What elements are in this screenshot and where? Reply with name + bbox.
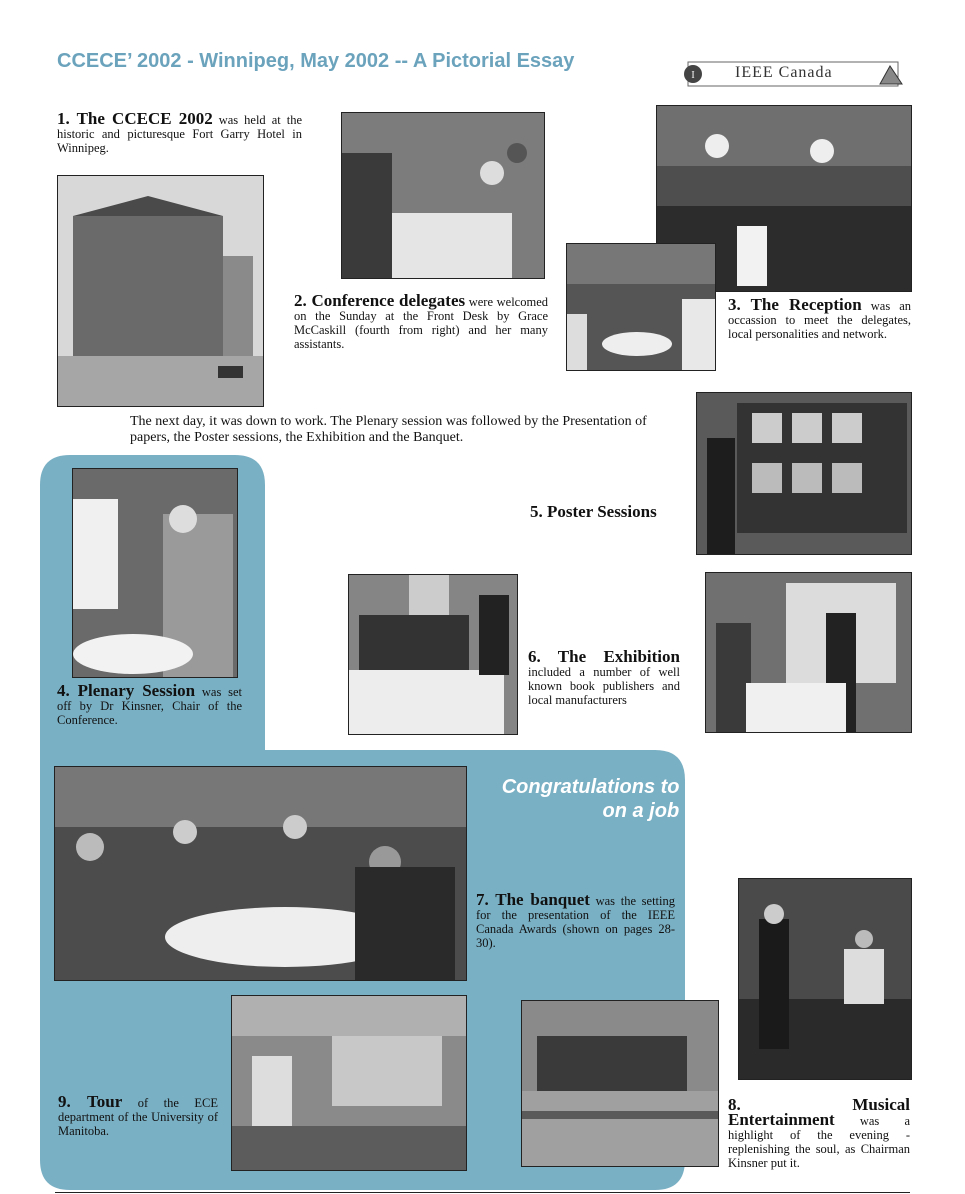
congratulations-message: Congratulations to the Organising Team on a job well done! — [501, 776, 884, 822]
hotel-photo — [57, 175, 264, 407]
bottom-rule — [55, 1192, 910, 1193]
caption-5: 5. Poster Sessions — [530, 502, 657, 521]
front-desk-photo — [341, 112, 545, 279]
reception-group-photo — [566, 243, 716, 371]
lead-paragraph: The next day, it was down to work. The Plenary session was followed by the Presentation of papers, the Poster sessions, the Exhibition and the Banquet. — [130, 414, 647, 445]
exhibit-booth-photo — [705, 572, 912, 733]
caption-8: 8. Musical Entertainment was a highlight of the evening - replenishing the soul, as Chairman Kinsner put it. — [728, 1095, 910, 1170]
musicians-photo — [738, 878, 912, 1080]
caption-1: 1. The CCECE 2002 was held at the historic and picturesque Fort Garry Hotel in Winnipeg. — [57, 109, 302, 155]
poster-session-photo — [696, 392, 912, 555]
caption-6: 6. The Exhibition included a number of well known book publishers and local manufacturers — [528, 647, 680, 707]
exhibit-books-photo — [348, 574, 518, 735]
plenary-photo — [72, 468, 238, 678]
caption-7: 7. The banquet was the setting for the presentation of the IEEE Canada Awards (shown on pages 28-30). — [476, 890, 675, 950]
caption-3: 3. The Reception was an occassion to meet the delegates, local personalities and network. — [728, 295, 911, 341]
tour-photo — [231, 995, 467, 1171]
quartet-photo — [521, 1000, 719, 1167]
caption-9: 9. Tour of the ECE department of the University of Manitoba. — [58, 1092, 218, 1138]
banquet-photo — [54, 766, 467, 981]
caption-2: 2. Conference delegates were welcomed on the Sunday at the Front Desk by Grace McCaskill (fourth from right) and her many assistants. — [294, 291, 549, 351]
page-title: CCECE’ 2002 - Winnipeg, May 2002 -- A Pictorial Essay — [57, 50, 575, 72]
svg-text:I: I — [691, 70, 695, 81]
caption-4: 4. Plenary Session was set off by Dr Kinsner, Chair of the Conference. — [57, 681, 243, 727]
logo-text: IEEE Canada — [735, 64, 833, 81]
